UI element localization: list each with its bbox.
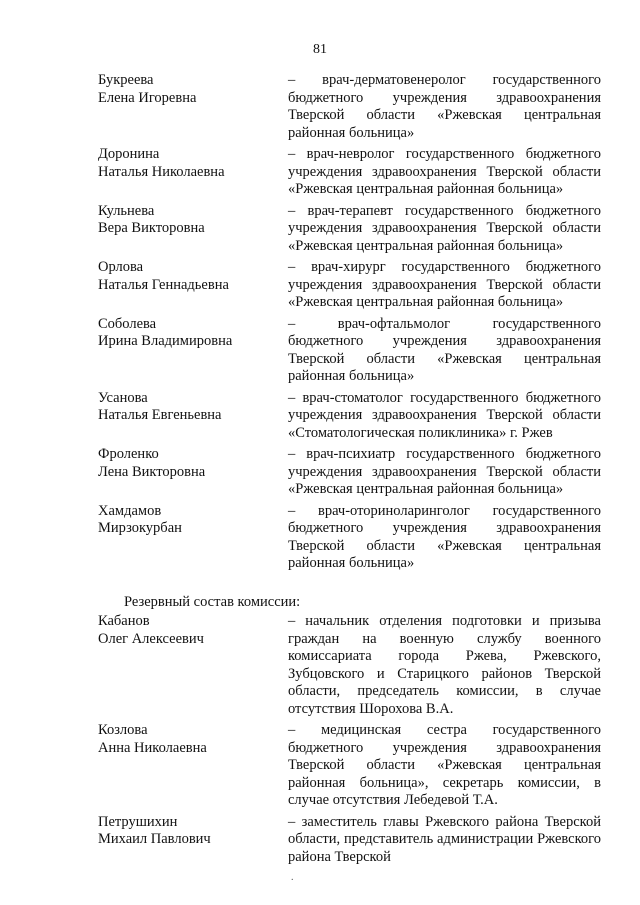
reserve-entry [98,613,601,718]
member-given-names: Наталья Геннадьевна [98,276,229,293]
member-entry [98,259,601,312]
member-given-names: Вера Викторовна [98,220,205,236]
member-entry [98,390,601,443]
member-surname: Доронина [98,146,160,162]
member-given-names: Ирина Владимировна [98,333,233,349]
member-given-names: Лена Викторовна [98,463,206,480]
member-entry [98,146,601,199]
footer-mark: . [291,872,294,883]
member-role: – врач-психиатр государственного бюджетного учреждения здравоохранения Тверской области «Ржевская центральная районная больница» [288,446,601,497]
reserve-heading: Резервный состав комиссии: [124,593,301,610]
member-role: – заместитель главы Ржевского района Тверской области, представитель администрации Ржевского района Тверской [288,813,601,865]
member-given-names: Наталья Николаевна [98,163,225,180]
member-surname: Букреева [98,72,154,88]
reserve-entry [98,722,601,810]
member-role: – врач-дерматовенеролог государственного бюджетного учреждения здравоохранения Тверской области «Ржевская центральная районная больница» [288,72,601,141]
member-name [98,203,288,256]
member-given-names: Михаил Павлович [98,831,211,847]
member-surname: Орлова [98,259,144,275]
member-name [98,146,288,199]
member-name [98,259,288,312]
member-role: – медицинская сестра государственного бюджетного учреждения здравоохранения Тверской области «Ржевская центральная районная больница», секретарь комиссии, в случае отсутствия Лебедевой Т.А. [288,722,601,808]
member-name [98,390,288,443]
member-surname: Усанова [98,389,148,406]
member-role: – врач-терапевт государственного бюджетного учреждения здравоохранения Тверской области «Ржевская центральная районная больница» [288,202,601,254]
member-role: – врач-оториноларинголог государственного бюджетного учреждения здравоохранения Тверской области «Ржевская центральная районная больница» [288,502,601,571]
member-surname: Хамдамов [98,502,162,519]
member-given-names: Елена Игоревна [98,89,197,106]
member-name [98,316,288,386]
member-role: – начальник отделения подготовки и призыва граждан на военную службу военного комиссариата города Ржева, Ржевского, Зубцовского и Старицкого районов Тверской области, председатель комиссии, в случае отсутствия Шорохова В.А. [288,613,601,717]
commission-list [98,72,601,870]
member-role: – врач-невролог государственного бюджетного учреждения здравоохранения Тверской области «Ржевская центральная районная больница» [288,146,601,197]
member-role: – врач-стоматолог государственного бюджетного учреждения здравоохранения Тверской области «Стоматологическая поликлиника» г. Ржев [288,389,601,441]
member-role: – врач-хирург государственного бюджетного учреждения здравоохранения Тверской области «Ржевская центральная районная больница» [288,259,601,310]
member-name [98,446,288,499]
member-surname: Петрушихин [98,813,178,830]
member-entry [98,316,601,386]
member-entry [98,72,601,142]
member-role: – врач-офтальмолог государственного бюджетного учреждения здравоохранения Тверской области «Ржевская центральная районная больница» [288,315,601,384]
member-entry [98,203,601,256]
member-surname: Кульнева [98,202,155,219]
member-given-names: Анна Николаевна [98,739,207,756]
member-name [98,722,288,810]
member-given-names: Мирзокурбан [98,520,182,536]
member-surname: Кабанов [98,613,150,629]
page-number: 81 [313,42,327,57]
member-given-names: Олег Алексеевич [98,630,204,647]
member-name [98,503,288,573]
member-given-names: Наталья Евгеньевна [98,407,222,423]
reserve-entry [98,814,601,867]
member-surname: Соболева [98,315,157,332]
member-entry [98,503,601,573]
member-name [98,814,288,867]
member-surname: Козлова [98,722,148,738]
member-entry [98,446,601,499]
member-name [98,72,288,142]
member-surname: Фроленко [98,446,159,462]
member-name [98,613,288,718]
